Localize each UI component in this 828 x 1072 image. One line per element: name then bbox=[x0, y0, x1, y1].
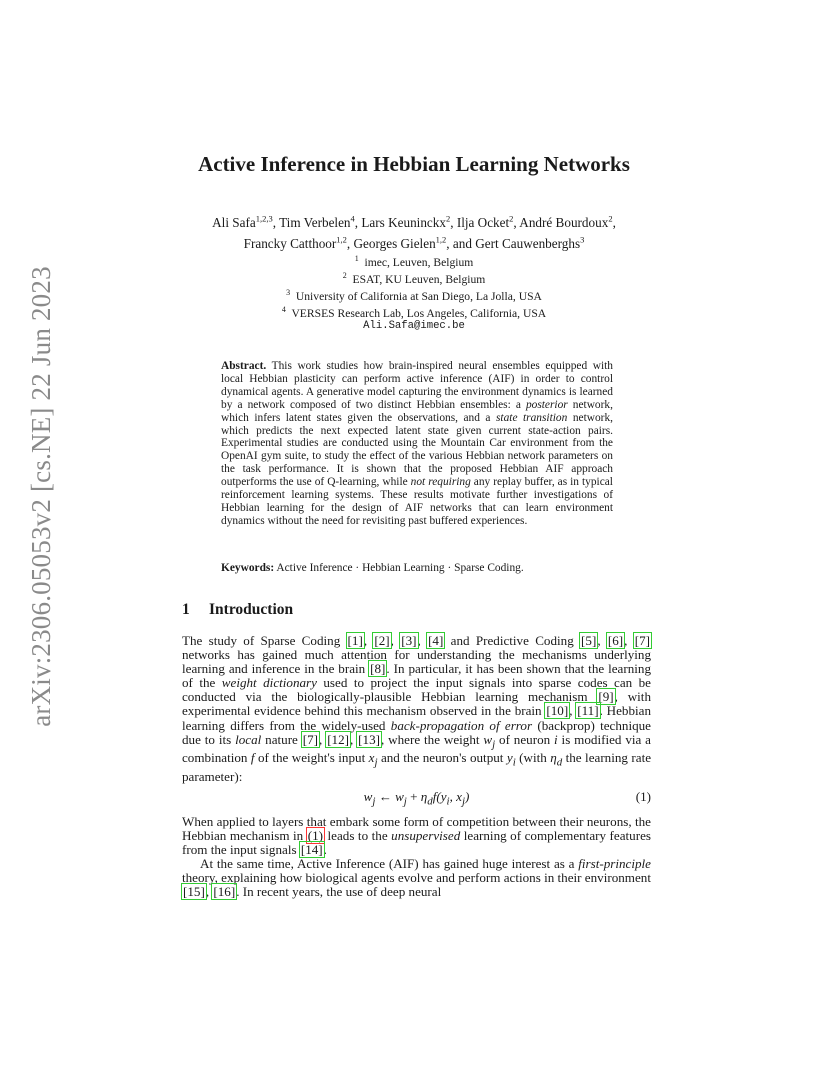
equation-reference-link[interactable]: (1) bbox=[307, 828, 323, 844]
author-list bbox=[120, 211, 708, 252]
citation-link[interactable]: [2] bbox=[374, 633, 390, 648]
author: Ilja Ocket$^2$, bbox=[456, 214, 520, 231]
citation-link[interactable]: [14] bbox=[300, 842, 323, 858]
keywords-label: Keywords: bbox=[221, 562, 275, 574]
citation-link[interactable]: [7] bbox=[634, 633, 650, 648]
author: Georges Gielen$^{1,2}$, and bbox=[353, 234, 476, 251]
author: Gert Cauwenberghs$^3$ bbox=[475, 234, 585, 251]
author: Lars Keuninckx$^2$, bbox=[361, 214, 457, 231]
citation-link[interactable]: [11] bbox=[577, 703, 599, 719]
affiliation: $^3$ University of California at San Diego, La Jolla, USA bbox=[286, 288, 542, 303]
author: Ali Safa$^{1,2,3}$, bbox=[212, 214, 280, 231]
paragraph: The study of Sparse Coding [1], [2], [3], [4] and Predictive Coding [5], [6], [7] networks has gained much attention for understanding the mechanisms underlying learning and inference in the brain [8]. In particular, it has been shown that the learning of the weight dictionary used to project the input signals into sparse codes can be conducted via the biologically-plausible Hebbian learning mechanism [9], with experimental evidence behind this mechanism observed in the brain [10], [11]. Hebbian learning differs from the widely-used back-propagation of error (backprop) technique due to its local nature [7], [12], [13], where the weight $w_j$ of neuron i is modified via a combination f of the weight's input $x_j$ and the neuron's output $y_i$ (with $\eta_d$ the learning rate parameter): bbox=[182, 633, 652, 785]
paper-title: Active Inference in Hebbian Learning Networks bbox=[198, 152, 630, 176]
citation-link[interactable]: [3] bbox=[401, 633, 417, 648]
paragraph: When applied to layers that embark some form of competition between their neurons, the Hebbian mechanism in (1) leads to the unsupervised learning of complementary features from the input signals [14]. At the same time, Active Inference (AIF) has gained huge interest as a first-principle theory, explaining how biological agents evolve and perform actions in their environment [15], [16]. In recent years, the use of deep neural bbox=[182, 814, 651, 900]
arxiv-identifier-stamp bbox=[20, 265, 62, 727]
abstract: Abstract. This work studies how brain-inspired neural ensembles equipped with local Hebbian plasticity can perform active inference (AIF) in order to control dynamical agents. A generative model capturing the environment dynamics is learned by a network composed of two distinct Hebbian ensembles: a posterior network, which infers latent states given the observations, and a state transition network, which predicts the next expected latent state given current state-action pairs. Experimental studies are conducted using the Mountain Car environment from the OpenAI gym suite, to study the effect of the various Hebbian network parameters on the task performance. It is shown that the proposed Hebbian AIF approach outperforms the use of Q-learning, while not requiring any replay buffer, as in typical reinforcement learning systems. These results motivate further investigations of Hebbian learning for the design of AIF networks that can learn environment dynamics without the need for revisiting past buffered experiences. bbox=[221, 360, 613, 527]
affiliation: $^4$ VERSES Research Lab, Los Angeles, California, USA bbox=[281, 305, 547, 321]
equation-body: $w_j$ ← $w_j + \eta_df(y_i$, $x_j$) bbox=[363, 789, 470, 808]
citation-link[interactable]: [6] bbox=[607, 633, 624, 648]
contact-email[interactable]: Ali.Safa@imec.be bbox=[363, 320, 465, 333]
equation-number: (1) bbox=[635, 789, 651, 804]
section-title: Introduction bbox=[209, 601, 294, 618]
citation-link[interactable]: [5] bbox=[581, 633, 597, 648]
author: Tim Verbelen$^4$, bbox=[279, 214, 362, 231]
citation-link[interactable]: [10] bbox=[546, 703, 569, 719]
affiliation-list bbox=[120, 252, 708, 333]
keywords bbox=[221, 562, 613, 575]
citation-link[interactable]: [4] bbox=[428, 633, 444, 648]
citation-link[interactable]: [12] bbox=[327, 731, 350, 747]
affiliation: $^1$ imec, Leuven, Belgium bbox=[354, 254, 474, 269]
equation-1 bbox=[182, 789, 651, 808]
citation-link[interactable]: [15] bbox=[183, 884, 205, 900]
arxiv-identifier-text: arXiv:2306.05053v2 [cs.NE] 22 Jun 2023 bbox=[25, 265, 56, 727]
citation-link[interactable]: [8] bbox=[370, 661, 386, 677]
citation-link[interactable]: [9] bbox=[598, 689, 614, 705]
citation-link[interactable]: [7] bbox=[302, 731, 319, 747]
author: André Bourdoux$^2$, bbox=[519, 214, 616, 231]
author: Francky Catthoor$^{1,2}$, bbox=[243, 234, 354, 251]
paragraph: At the same time, Active Inference (AIF) has gained huge interest as a first-principle theory, explaining how biological agents evolve and perform actions in their environment [15], [16]. In recent years, the use of deep neural bbox=[182, 856, 651, 900]
abstract-label: Abstract. bbox=[221, 360, 267, 372]
section-heading bbox=[182, 601, 293, 619]
section-number: 1 bbox=[182, 601, 190, 618]
citation-link[interactable]: [13] bbox=[358, 731, 380, 747]
citation-link[interactable]: [1] bbox=[347, 633, 363, 648]
affiliation: $^2$ ESAT, KU Leuven, Belgium bbox=[342, 271, 486, 286]
citation-link[interactable]: [16] bbox=[213, 884, 236, 900]
keywords-text: Active Inference · Hebbian Learning · Sparse Coding. bbox=[276, 562, 524, 574]
